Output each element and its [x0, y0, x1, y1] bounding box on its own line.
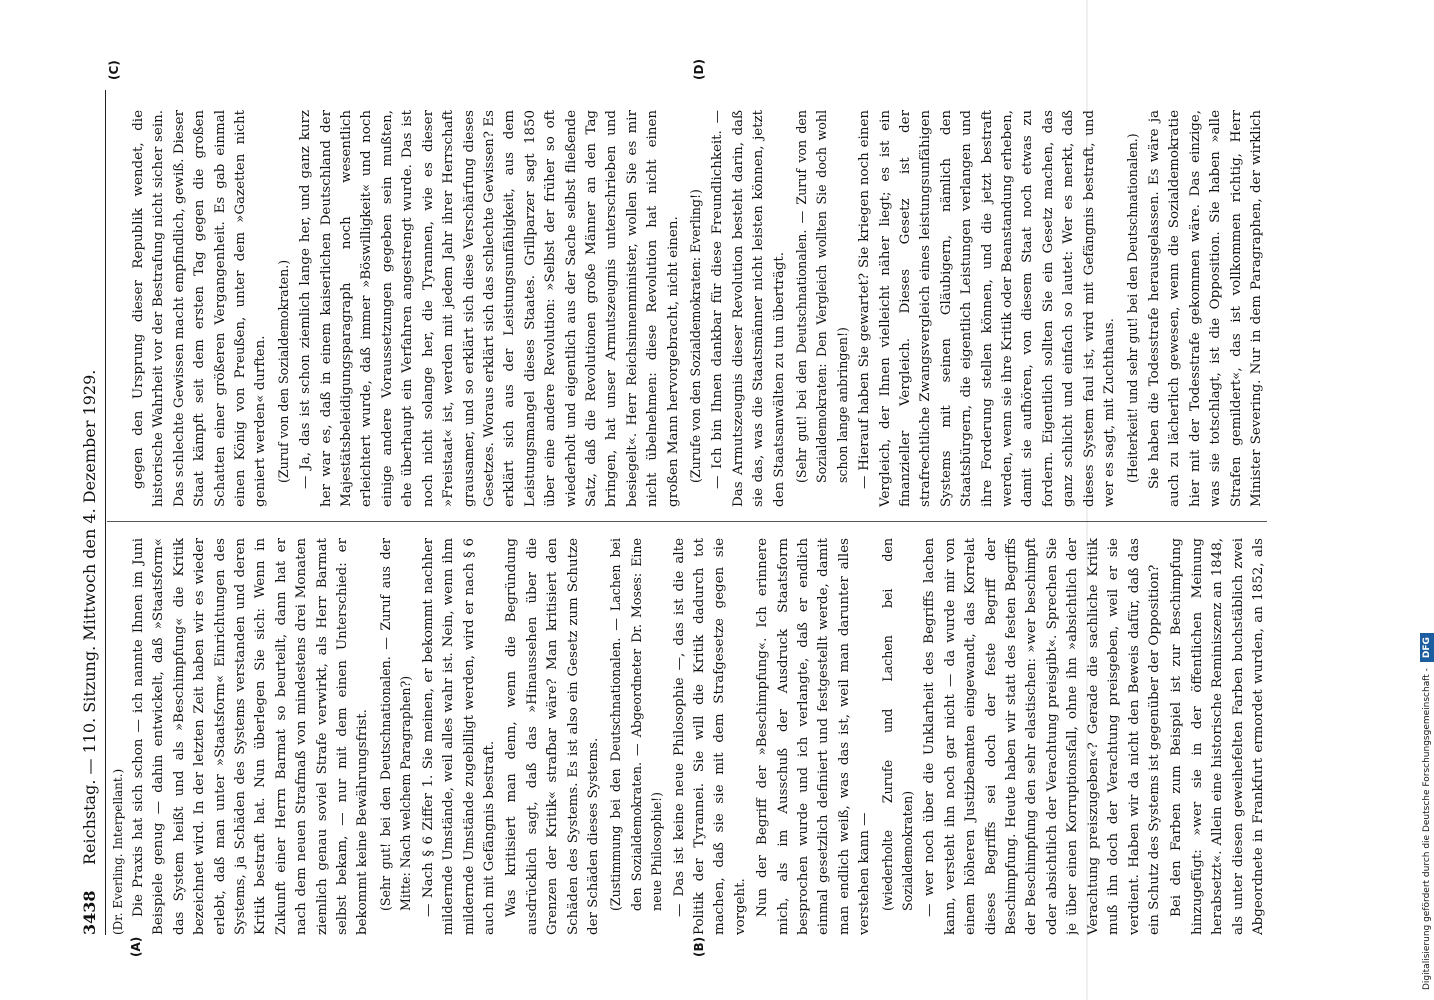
left-column-interjection: (Sehr gut! bei den Deutschnationalen. — Zuruf aus der Mitte: Nach welchem Paragraphen?) — [377, 538, 414, 911]
right-text-column — [129, 110, 1269, 507]
right-column-interjection: (Zuruf von den Sozialdemokraten.) — [275, 259, 291, 483]
margin-letter-a: (A) — [129, 936, 143, 957]
margin-letter-d: (D) — [692, 59, 706, 80]
column-divider — [107, 521, 1267, 522]
left-text-column — [129, 538, 1269, 935]
speaker-tag: (Dr. Everling. Interpellant.) — [111, 768, 125, 935]
right-column-paragraph: — Ich bin Ihnen dankbar für diese Freundlichkeit. — Das Armutszeugnis dieser Revolution besteht darin, daß sie das, was die Staatsmänner nicht leisten können, jetzt den Staatsanwälten zu tun überträgt. — [710, 110, 787, 507]
left-column-interjection: (wiederholte Zurufe und Lachen bei den Sozialdemokraten) — [879, 538, 916, 911]
digitization-credit-text: Digitalisierung gefördert durch die Deutsche Forschungsgemeinschaft - — [1422, 668, 1432, 990]
left-column-interjection: (Zustimmung bei den Deutschnationalen. — Lachen bei den Sozialdemokraten. — Abgeordneter Dr. Moses: Eine neue Philosophie!) — [608, 538, 665, 911]
left-column-paragraph: — wer noch über die Unklarheit des Begriffs lachen kann, versteht ihn noch gar nicht — da wurde mir von einem höheren Justizbeamten eingewandt, das Korrelat dieses Begriffs sei doch der feste Begriff der Beschimpfung. Heute haben wir statt des festen Begriffs der Beschimpfung den sehr elastischen: »wer beschimpft oder absichtlich der Verachtung preisgibt«. Sprechen Sie je über einen Korruptionsfall, ohne ihn »absichtlich der Verachtung preiszugeben«? Gerade die sachliche Kritik muß ihn doch der Verachtung preisgeben, weil er sie verdient. Haben wir da nicht den Beweis dafür, daß das ein Schutz des Systems ist gegenüber der Opposition? — [922, 538, 1162, 935]
rotated-document-page — [77, 59, 1297, 957]
right-column-paragraph: gegen den Ursprung dieser Republik wendet, die historische Wahrheit vor der Bestrafung nicht sicher sein. Das schlechte Gewissen macht empfindlich, gewiß. Dieser Staat kämpft seit dem ersten Tag gegen die großen Schatten einer größeren Vergangenheit. Es gab einmal einen König von Preußen, unter dem »Gazetten nicht geniert werden« durften. — [131, 110, 269, 507]
left-column-paragraph: Nun der Begriff der »Beschimpfung«. Ich erinnere mich, als im Ausschuß der Ausdruck Staatsform besprochen wurde und ich verlangte, daß er endlich einmal gesetzlich definiert und festgestellt werde, damit man endlich weiß, was das ist, weil man darunter alles verstehen kann — — [755, 538, 873, 935]
margin-letter-c: (C) — [107, 60, 121, 80]
right-column-paragraph: Sie haben die Todesstrafe herausgelassen. Es wäre ja auch zu lächerlich gewesen, wenn die Sozialdemokratie hier mit der Todesstrafe gekommen wäre. Das einzige, was sie totschlagt, ist die Opposition. Sie haben »alle Strafen gemildert«, das ist vollkommen richtig, Herr Minister Severing. Nur in dem Paragraphen, der wirklich — [1146, 110, 1264, 507]
left-column-paragraph: Die Praxis hat sich schon — ich nannte Ihnen im Juni Beispiele genug — dahin entwickelt, daß »Staatsform« das System heißt und als »Beschimpfung« die Kritik bezeichnet wird. In der letzten Zeit haben wir es wieder erlebt, daß man unter »Staatsform« Einrichtungen des Systems, ja Schäden des Systems verstanden und deren Kritik bestraft hat. Nun überlegen Sie sich: Wenn in Zukunft einer Herrn Barmat so beurteilt, dann hat er nach dem neuen Strafmaß von mindestens drei Monaten ziemlich genau soviel Strafe verwirkt, als Herr Barmat selbst bekam, — nur mit dem einen Unterschied: er bekommt keine Bewährungsfrist. — [131, 538, 371, 935]
left-column-paragraph: — Das ist keine neue Philosophie —, das ist die alte Politik der Tyrannei. Sie will die Kritik dadurch tot machen, daß sie sie mit dem Strafgesetze gegen sie vorgeht. — [671, 538, 748, 935]
page-header — [77, 90, 103, 935]
right-column-interjection: (Sehr gut! bei den Deutschnationalen. — Zuruf von den Sozialdemokraten: Den Vergleich wollten Sie doch wohl schon lange anbringen!) — [794, 110, 850, 483]
running-title: Reichstag. — 110. Sitzung. Mittwoch den 4. Dezember 1929. — [80, 369, 99, 865]
left-column-paragraph: — Nach § 6 Ziffer 1. Sie meinen, er bekommt nachher mildernde Umstände, weil alles wahr ist. Nein, wenn ihm mildernde Umstände zugebilligt werden, wird er nach § 6 auch mit Gefängnis bestraft. — [420, 538, 497, 935]
right-column-paragraph: — Hierauf haben Sie gewartet? Sie kriegen noch einen Vergleich, der Ihnen vielleicht näher liegt; es ist ein finanzieller Vergleich. Dieses Gesetz ist der strafrechtliche Zwangsvergleich eines leistungsunfähigen Systems mit seinen Gläubigern, nämlich den Staatsbürgern, die eigentlich Leistungen verlangen und ihre Forderung stellen können, und die jetzt bestraft werden, wenn sie ihre Kritik oder Beanstandung erheben, damit sie aufhören, von diesem Staat noch etwas zu fordern. Eigentlich sollten Sie ein Gesetz machen, das ganz schlicht und einfach so lautet: Wer es merkt, daß dieses System faul ist, wird mit Gefängnis bestraft, und wer es sagt, mit Zuchthaus. — [857, 110, 1118, 507]
page-number: 3438 — [80, 890, 99, 935]
margin-letter-b: (B) — [692, 936, 706, 957]
left-column-paragraph: Bei den Farben zum Beispiel ist zur Beschimpfung hinzugefügt: »wer sie in der öffentlichen Meinung herabsetzt«. Allein eine historische Reminiszenz an 1848, als unter diesen geweihefelten Farben buchstäblich zwei Abgeordnete in Frankfurt ermordet wurden, an 1852, als — [1169, 538, 1266, 935]
digitization-credit — [1420, 0, 1434, 990]
right-column-interjection: (Zurufe von den Sozialdemokraten: Everling!) — [687, 189, 703, 483]
right-column-interjection: (Heiterkeit! und sehr gut! bei den Deutschnationalen.) — [1124, 133, 1140, 483]
dfg-logo: DFG — [1420, 633, 1434, 662]
header-rule — [105, 90, 106, 935]
right-column-paragraph: — Ja, das ist schon ziemlich lange her, und ganz kurz her war es, daß in einem kaiserlichen Deutschland der Majestätsbeleidigungsparagraph noch wesentlich erleichtert wurde, daß immer »Böswilligkeit« und noch einige andere Voraussetzungen gegeben sein mußten, ehe überhaupt ein Verfahren angestrengt wurde. Das ist noch nicht solange her, die Tyrannen, wie es dieser »Freistaat« ist, werden mit jedem Jahr ihrer Herrschaft grausamer, und so erklärt sich diese Verschärfung dieses Gesetzes. Woraus erklärt sich das schlechte Gewissen? Es erklärt sich aus der Leistungsunfähigkeit, aus dem Leistungsmangel dieses Staates. Grillparzer sagt 1850 über eine andere Revolution: »Selbst der früher so oft wiederholt und eigentlich aus der Sache selbst fließende Satz, daß die Revolutionen große Männer an den Tag bringen, hat unser Armutszeugnis unterschrieben und besiegelt«. Herr Reichsinnenminister, wollen Sie es mir nicht übelnehmen: diese Revolution hat nicht einen großen Mann hervorgebracht, nicht einen. — [298, 110, 681, 507]
left-column-paragraph: Was kritisiert man denn, wenn die Begründung ausdrücklich sagt, daß das »Hinaussehen über die Grenzen der Kritik« strafbar wäre? Man kritisiert den Schäden des Systems. Es ist also ein Gesetz zum Schutze der Schäden dieses Systems. — [504, 538, 601, 935]
